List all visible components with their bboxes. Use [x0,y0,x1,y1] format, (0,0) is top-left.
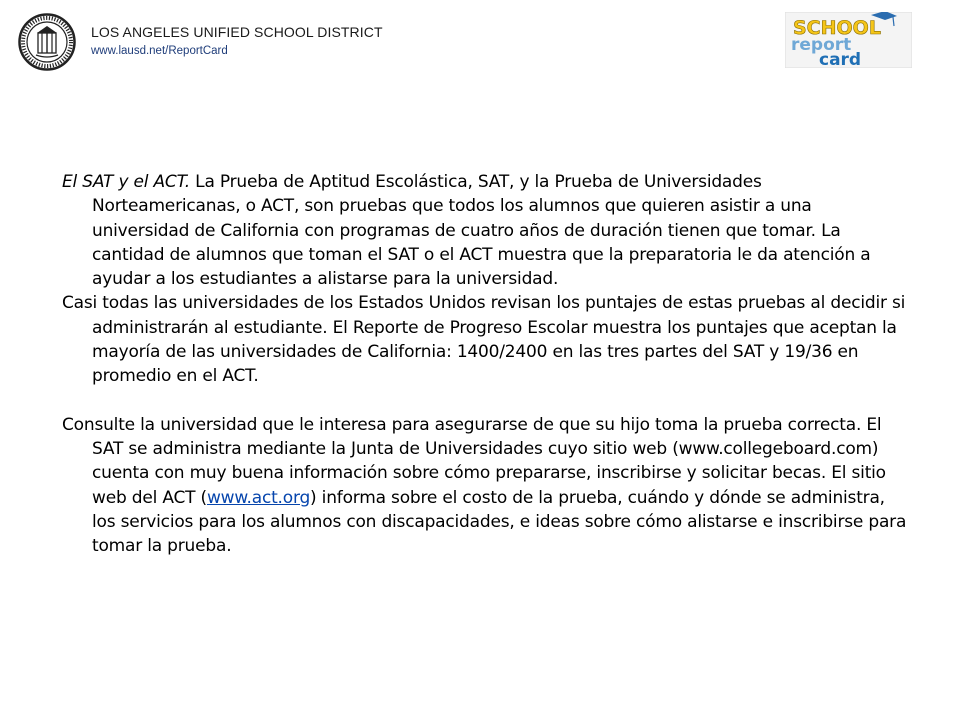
lausd-seal-icon [18,13,76,71]
paragraph-scores [62,291,912,388]
paragraph-consult [62,413,912,559]
act-website-link[interactable]: www.act.org [206,487,311,508]
school-report-card-logo [785,12,912,68]
paragraph-text: Casi todas las universidades de los Estados Unidos revisan los puntajes de estas pruebas al decidir si administrarán al estudiante. El Reporte de Progreso Escolar muestra los puntajes que aceptan la mayoría de las universidades de California: 1400/2400 en las tres partes del SAT y 19/36 en promedio en el ACT. [62,293,906,387]
main-content [62,170,912,558]
district-url[interactable]: www.lausd.net/ReportCard [91,45,228,57]
header [0,0,960,80]
svg-text:card: card [819,50,862,68]
svg-text:report: report [791,35,852,55]
paragraph-sat-act [62,170,912,291]
paragraph-text: La Prueba de Aptitud Escolástica, SAT, y la Prueba de Universidades Norteamericanas, o ACT, son pruebas que todos los alumnos que quieren asistir a una universidad de California con programas de cuatro años de duración tienen que tomar. La cantidad de alumnos que toman el SAT o el ACT muestra que la preparatoria le da atención a ayudar a los estudiantes a alistarse para la universidad. [92,172,871,290]
district-name: LOS ANGELES UNIFIED SCHOOL DISTRICT [91,24,383,40]
svg-text:SCHOOL: SCHOOL [793,17,881,39]
paragraph-text: Consulte la universidad que le interesa para asegurarse de que su hijo toma la prueba correcta. El SAT se administra mediante la Junta de Universidades cuyo sitio web (www.collegeboard.com) cuenta con muy buena información sobre cómo prepararse, inscribirse y solicitar becas. El sitio web del ACT ( [62,414,886,508]
paragraph-text: ) informa sobre el costo de la prueba, cuándo y dónde se administra, los servicios para los alumnos con discapacidades, e ideas sobre cómo alistarse e inscribirse para tomar la prueba. [92,487,907,557]
paragraph-lead: El SAT y el ACT. [62,172,190,192]
